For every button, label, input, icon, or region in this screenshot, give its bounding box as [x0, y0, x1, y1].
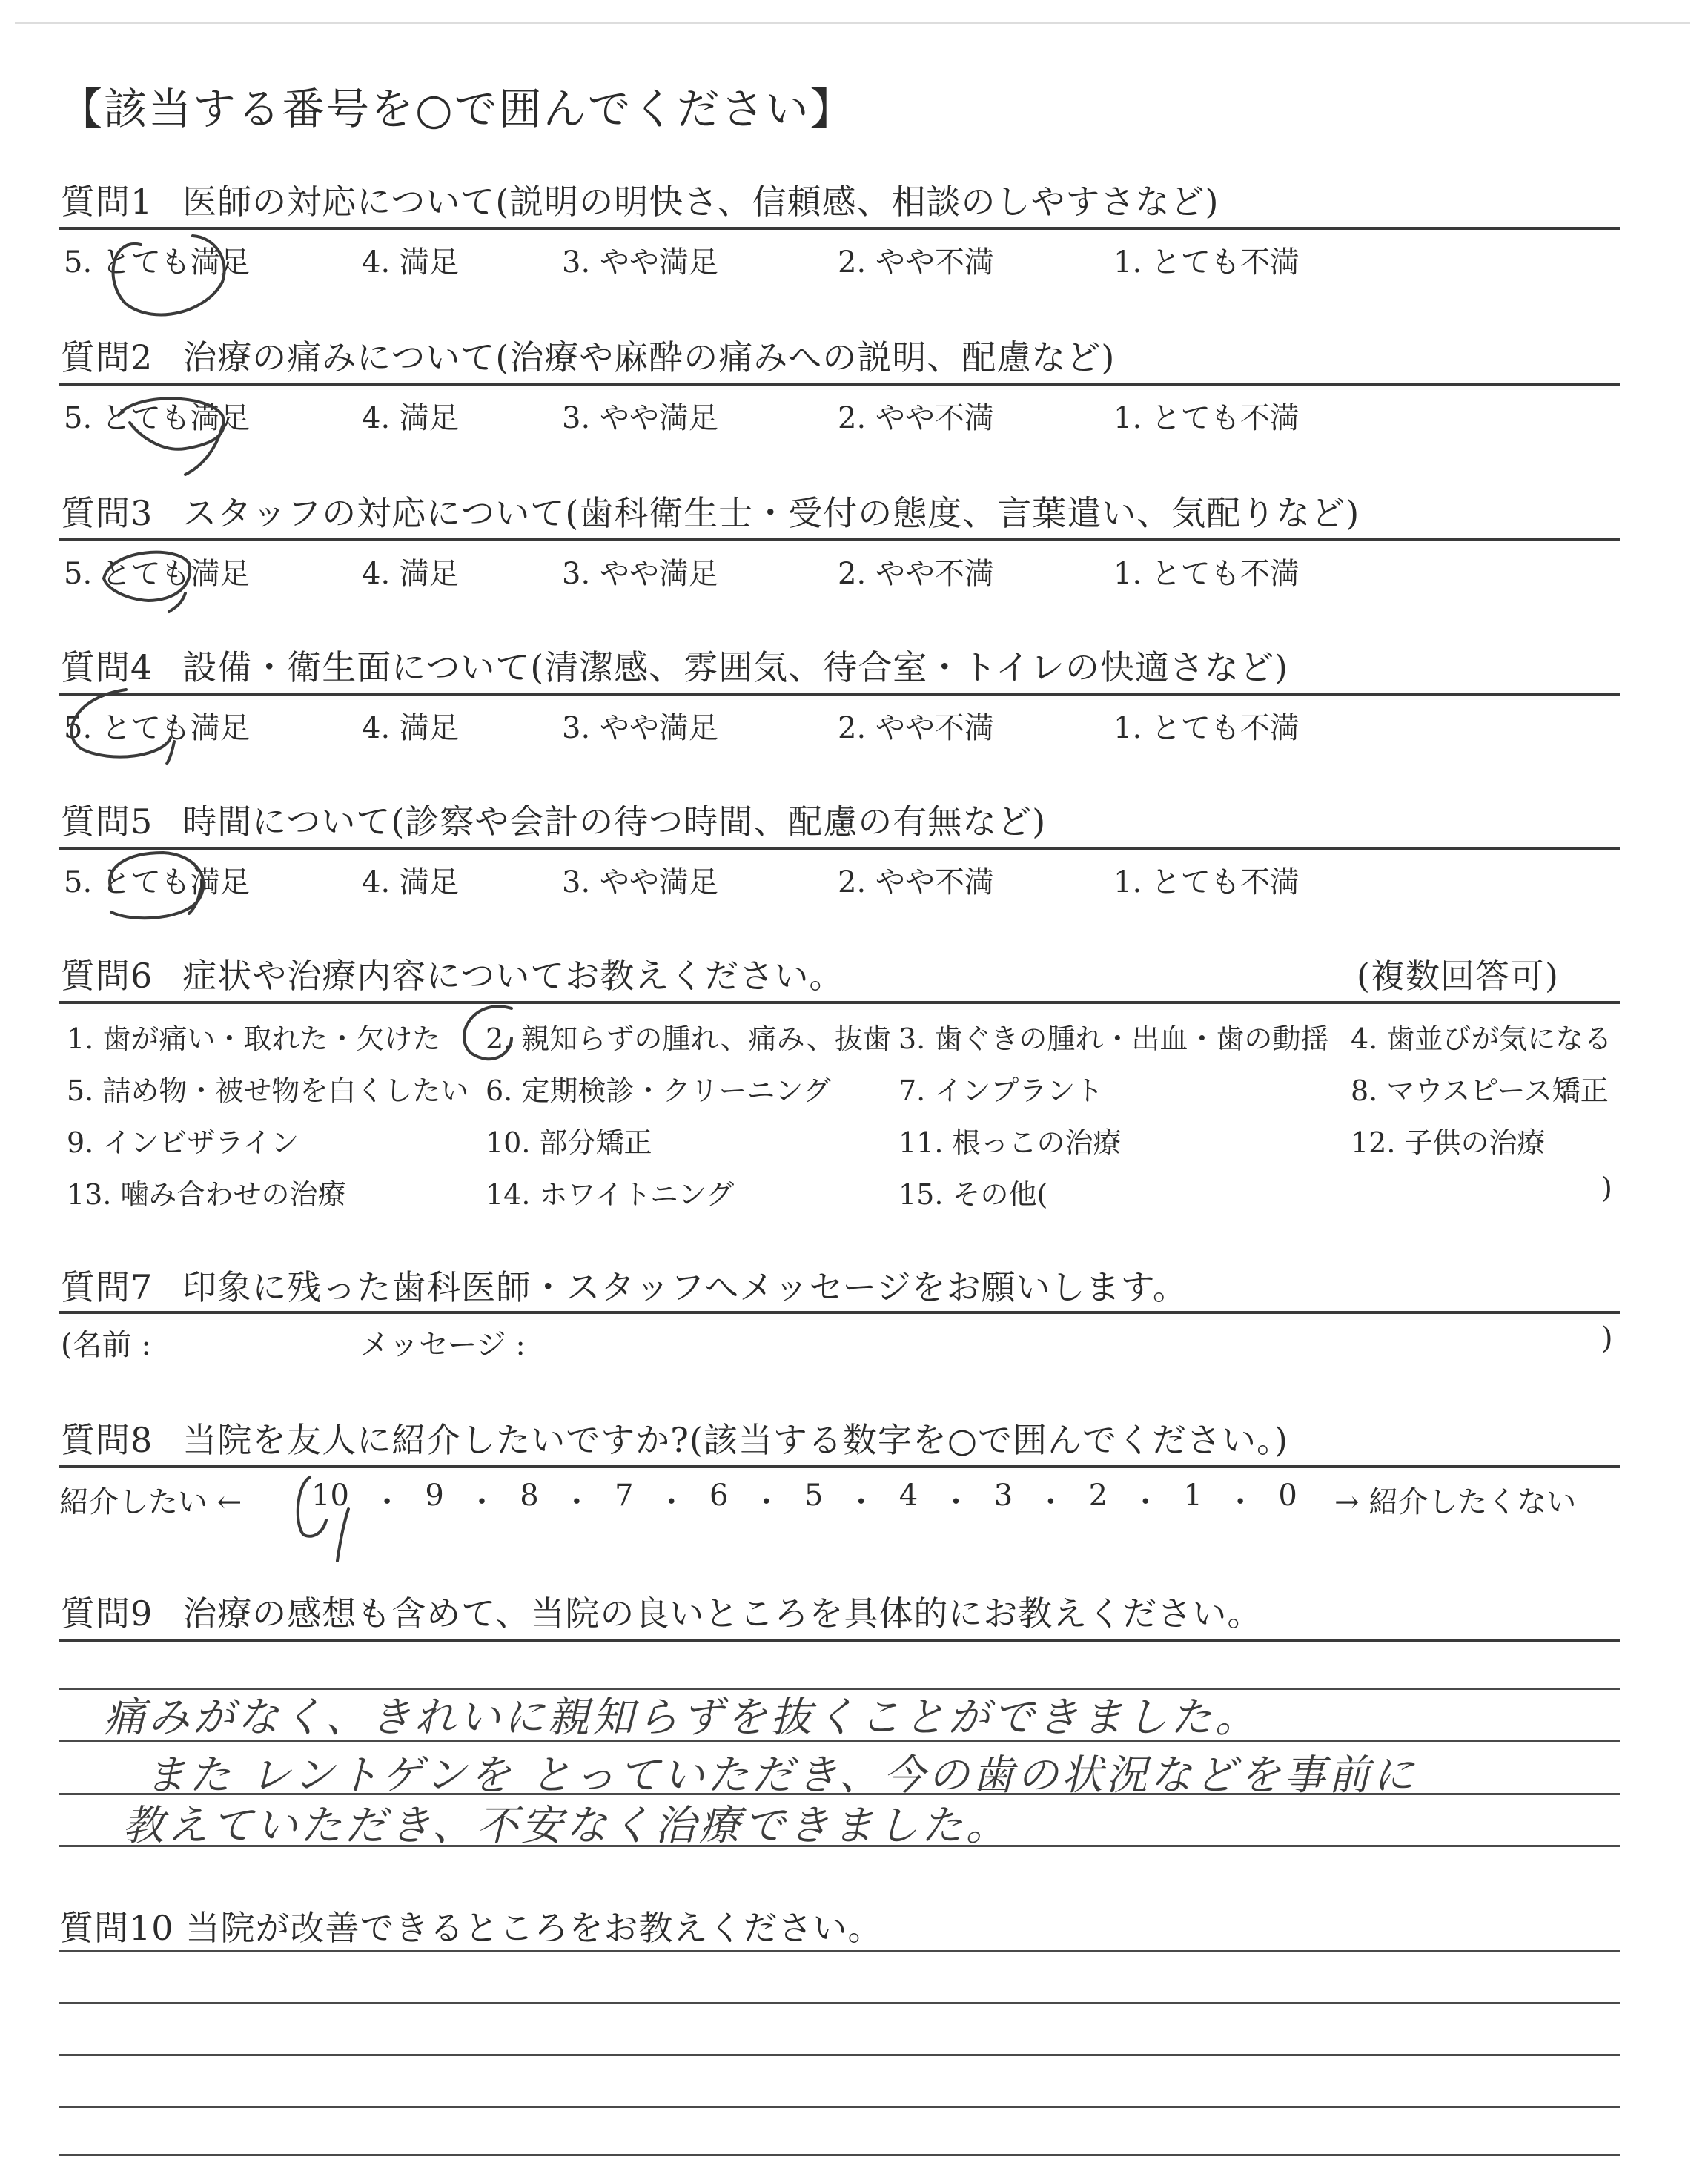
q4-option-2[interactable]: 2. やや不満: [838, 711, 994, 745]
q1-label: 質問1: [61, 182, 153, 222]
q8-score-1[interactable]: 1: [1183, 1479, 1202, 1513]
q2-heading: [61, 331, 1115, 380]
q7-text: 印象に残った歯科医師・スタッフへメッセージをお願いします。: [182, 1267, 1188, 1307]
q6-option-7[interactable]: 7. インプラント: [898, 1074, 1104, 1107]
q8-score-9[interactable]: 9: [425, 1479, 444, 1513]
q5-text: 時間について(診察や会計の待つ時間、配慮の有無など): [182, 802, 1047, 842]
q8-text: 当院を友人に紹介したいですか?(該当する数字を○で囲んでください。): [182, 1420, 1288, 1460]
scan-top-edge: [15, 22, 1690, 24]
q8-left-label: 紹介したい ←: [59, 1485, 242, 1519]
q7-heading: [61, 1261, 1188, 1309]
q6-option-11[interactable]: 11. 根っこの治療: [898, 1126, 1122, 1159]
q5-heading: [61, 795, 1046, 844]
q8-separator: ・: [1036, 1485, 1066, 1519]
q4-option-3[interactable]: 3. やや満足: [562, 711, 718, 745]
q10-answer-line-2: [59, 2002, 1620, 2004]
q10-answer-line-4: [59, 2106, 1620, 2108]
q8-score-0[interactable]: 0: [1278, 1479, 1297, 1513]
q7-rule: [59, 1311, 1620, 1314]
q10-answer-line-1: [59, 1950, 1620, 1952]
q8-separator: ・: [751, 1485, 781, 1519]
q8-separator: ・: [561, 1485, 592, 1519]
q6-option-15[interactable]: 15. その他(: [898, 1178, 1048, 1211]
q5-option-2[interactable]: 2. やや不満: [838, 865, 994, 899]
q7-close-paren: ): [1601, 1321, 1613, 1355]
q2-option-5[interactable]: 5. とても満足: [64, 401, 250, 435]
q8-rule: [59, 1465, 1620, 1468]
q6-option-2[interactable]: 2. 親知らずの腫れ、痛み、抜歯: [486, 1023, 891, 1055]
q10-answer-line-3: [59, 2054, 1620, 2056]
q6-label: 質問6: [61, 956, 153, 996]
q5-option-1[interactable]: 1. とても不満: [1113, 865, 1300, 899]
q6-other-close-paren: ): [1601, 1172, 1612, 1204]
q8-separator: ・: [656, 1485, 686, 1519]
q8-separator: ・: [1131, 1485, 1161, 1519]
q8-score-8[interactable]: 8: [520, 1479, 539, 1513]
q8-score-4[interactable]: 4: [898, 1479, 918, 1513]
q8-right-label: → 紹介したくない: [1334, 1485, 1577, 1519]
q6-option-5[interactable]: 5. 詰め物・被せ物を白くしたい: [67, 1074, 469, 1107]
q8-score-2[interactable]: 2: [1088, 1479, 1108, 1513]
q2-option-2[interactable]: 2. やや不満: [838, 401, 994, 435]
q9-answer-text-3: 教えていただき、不安なく治療できました。: [122, 1802, 1010, 1850]
q9-answer-text-2: また レントゲンを とっていただき、今の歯の状況などを事前に: [145, 1751, 1417, 1800]
q3-option-5[interactable]: 5. とても満足: [64, 557, 250, 591]
q3-rule: [59, 538, 1620, 541]
q7-name-label: (名前 :: [61, 1328, 151, 1362]
q8-score-6[interactable]: 6: [709, 1479, 729, 1513]
q4-heading: [61, 641, 1288, 690]
q1-option-2[interactable]: 2. やや不満: [838, 245, 994, 280]
q8-score-3[interactable]: 3: [993, 1479, 1013, 1513]
q6-option-3[interactable]: 3. 歯ぐきの腫れ・出血・歯の動揺: [898, 1023, 1329, 1055]
q6-option-8[interactable]: 8. マウスピース矯正: [1351, 1074, 1609, 1107]
q5-rule: [59, 847, 1620, 850]
q3-label: 質問3: [61, 493, 153, 533]
q5-option-4[interactable]: 4. 満足: [362, 865, 459, 899]
q9-text: 治療の感想も含めて、当院の良いところを具体的にお教えください。: [182, 1593, 1262, 1634]
q1-option-4[interactable]: 4. 満足: [362, 245, 459, 280]
q9-answer-text-1: 痛みがなく、きれいに親知らずを抜くことができました。: [104, 1694, 1260, 1742]
q1-rule: [59, 227, 1620, 230]
q1-text: 医師の対応について(説明の明快さ、信頼感、相談のしやすさなど): [182, 182, 1219, 222]
q4-label: 質問4: [61, 647, 153, 687]
q2-label: 質問2: [61, 337, 153, 377]
q8-separator: ・: [372, 1485, 403, 1519]
q6-option-1[interactable]: 1. 歯が痛い・取れた・欠けた: [67, 1023, 441, 1055]
q8-score-10[interactable]: 10: [311, 1479, 349, 1513]
q6-heading: [61, 949, 844, 998]
q1-option-3[interactable]: 3. やや満足: [562, 245, 718, 280]
q8-heading: [61, 1413, 1288, 1462]
q8-scale: [311, 1479, 1297, 1521]
q8-separator: ・: [846, 1485, 876, 1519]
q6-text: 症状や治療内容についてお教えください。: [182, 956, 844, 996]
q7-message-label: メッセージ :: [360, 1328, 526, 1362]
q2-rule: [59, 383, 1620, 386]
q8-score-5[interactable]: 5: [804, 1479, 824, 1513]
q10-answer-line-5: [59, 2154, 1620, 2156]
q3-option-4[interactable]: 4. 満足: [362, 557, 459, 591]
q3-option-2[interactable]: 2. やや不満: [838, 557, 994, 591]
q4-option-5[interactable]: 5. とても満足: [64, 711, 250, 745]
q9-label: 質問9: [61, 1593, 153, 1634]
q4-option-4[interactable]: 4. 満足: [362, 711, 459, 745]
q1-heading: [61, 175, 1219, 224]
q9-rule: [59, 1639, 1620, 1642]
q8-separator: ・: [467, 1485, 497, 1519]
q9-heading: [61, 1587, 1262, 1636]
q6-multiple-answers-note: (複数回答可): [1357, 956, 1559, 996]
q4-text: 設備・衛生面について(清潔感、雰囲気、待合室・トイレの快適さなど): [182, 647, 1288, 687]
q6-option-10[interactable]: 10. 部分矯正: [486, 1126, 652, 1159]
q3-text: スタッフの対応について(歯科衛生士・受付の態度、言葉遣い、気配りなど): [182, 493, 1360, 533]
q2-option-3[interactable]: 3. やや満足: [562, 401, 718, 435]
q10-text: 当院が改善できるところをお教えください。: [185, 1908, 883, 1948]
q6-option-6[interactable]: 6. 定期検診・クリーニング: [486, 1074, 831, 1107]
q4-rule: [59, 693, 1620, 696]
q5-label: 質問5: [61, 802, 153, 842]
q1-option-5[interactable]: 5. とても満足: [64, 245, 250, 280]
q7-label: 質問7: [61, 1267, 153, 1307]
q6-option-9[interactable]: 9. インビザライン: [67, 1126, 299, 1159]
q5-option-5[interactable]: 5. とても満足: [64, 865, 250, 899]
q6-option-14[interactable]: 14. ホワイトニング: [486, 1178, 735, 1211]
q5-option-3[interactable]: 3. やや満足: [562, 865, 718, 899]
q8-separator: ・: [1225, 1485, 1256, 1519]
q8-label: 質問8: [61, 1420, 153, 1460]
q8-score-7[interactable]: 7: [615, 1479, 634, 1513]
q10-label: 質問10: [59, 1908, 174, 1948]
q6-rule: [59, 1001, 1620, 1004]
q10-heading: [59, 1901, 883, 1950]
q3-option-1[interactable]: 1. とても不満: [1113, 557, 1300, 591]
q6-option-12[interactable]: 12. 子供の治療: [1351, 1126, 1546, 1159]
q2-text: 治療の痛みについて(治療や麻酔の痛みへの説明、配慮など): [182, 337, 1116, 377]
q3-option-3[interactable]: 3. やや満足: [562, 557, 718, 591]
q2-option-1[interactable]: 1. とても不満: [1113, 401, 1300, 435]
page-title: 【該当する番号を○で囲んでください】: [59, 84, 855, 134]
q1-option-1[interactable]: 1. とても不満: [1113, 245, 1300, 280]
q3-heading: [61, 486, 1360, 535]
q2-option-4[interactable]: 4. 満足: [362, 401, 459, 435]
q8-separator: ・: [941, 1485, 971, 1519]
q4-option-1[interactable]: 1. とても不満: [1113, 711, 1300, 745]
q6-option-4[interactable]: 4. 歯並びが気になる: [1351, 1023, 1612, 1055]
q6-option-13[interactable]: 13. 噛み合わせの治療: [67, 1178, 346, 1211]
